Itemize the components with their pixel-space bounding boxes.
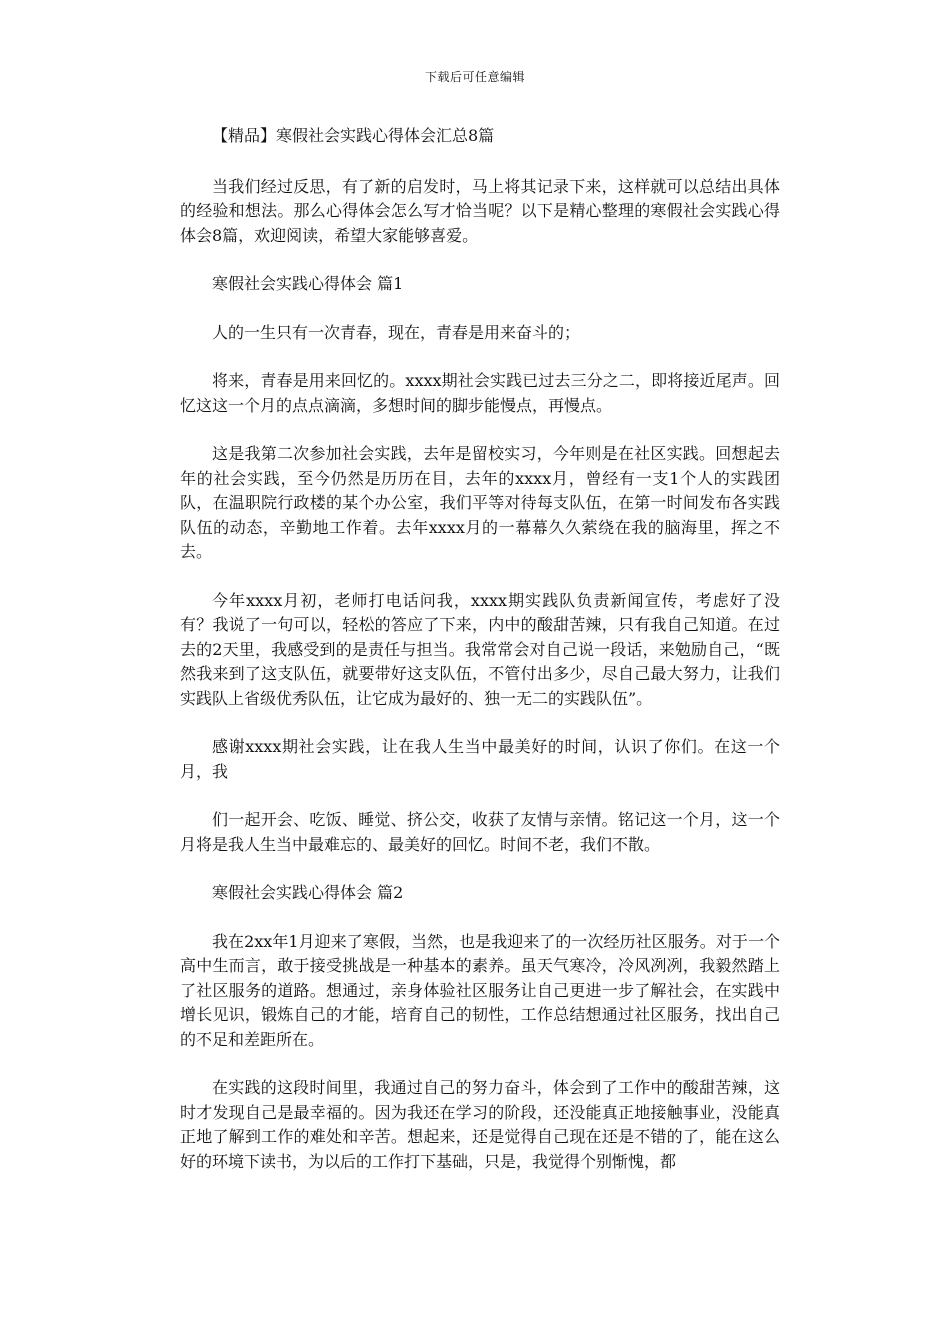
section-1-paragraph: 今年xxxx月初，老师打电话问我，xxxx期实践队负责新闻宣传，考虑好了没有？我说了一句可以，轻松的答应了下来，内中的酸甜苦辣，只有我自己知道。在过去的2天里，我感受到的是责任与担当。我常常会对自己说一段话，来勉励自己，“既然我来到了这支队伍，就要带好这支队伍，不管付出多少，尽自己最大努力，让我们实践队上省级优秀队伍，让它成为最好的、独一无二的实践队伍”。 [180, 590, 780, 708]
document-title: 【精品】寒假社会实践心得体会汇总8篇 [212, 126, 495, 145]
section-1-paragraph: 这是我第二次参加社会实践，去年是留校实习，今年则是在社区实践。回想起去年的社会实践，至今仍然是历历在目，去年的xxxx月，曾经有一支1个人的实践团队，在温职院行政楼的某个办公室，我们平等对待每支队伍，在第一时间发布各实践队伍的动态，辛勤地工作着。去年xxxx月的一幕幕久久萦绕在我的脑海里，挥之不去。 [180, 444, 780, 561]
section-1-heading: 寒假社会实践心得体会 篇1 [212, 274, 404, 293]
intro-paragraph: 当我们经过反思，有了新的启发时，马上将其记录下来，这样就可以总结出具体的经验和想法。那么心得体会怎么写才恰当呢？以下是精心整理的寒假社会实践心得体会8篇，欢迎阅读，希望大家能够喜爱。 [180, 176, 780, 245]
section-2-paragraph: 在实践的这段时间里，我通过自己的努力奋斗，体会到了工作中的酸甜苦辣，这时才发现自己是最幸福的。因为我还在学习的阶段，还没能真正地接触事业，没能真正地了解到工作的难处和辛苦。想起来，还是觉得自己现在还是不错的了，能在这么好的环境下读书，为以后的工作打下基础，只是，我觉得个别惭愧，都 [180, 1078, 780, 1171]
document-body [180, 124, 780, 1174]
section-1-paragraph: 感谢xxxx期社会实践，让在我人生当中最美好的时间，认识了你们。在这一个月，我 [180, 737, 780, 781]
section-2-paragraph: 我在2xx年1月迎来了寒假，当然，也是我迎来了的一次经历社区服务。对于一个高中生而言，敢于接受挑战是一种基本的素养。虽天气寒冷，冷风冽冽，我毅然踏上了社区服务的道路。想通过，亲身体验社区服务让自己更进一步了解社会，在实践中增长见识，锻炼自己的才能，培育自己的韧性，工作总结想通过社区服务，找出自己的不足和差距所在。 [180, 931, 780, 1049]
section-1-paragraph: 们一起开会、吃饭、睡觉、挤公交，收获了友情与亲情。铭记这一个月，这一个月将是我人生当中最难忘的、最美好的回忆。时间不老，我们不散。 [180, 810, 780, 854]
header-note: 下载后可任意编辑 [424, 70, 525, 84]
section-1-paragraph: 将来，青春是用来回忆的。xxxx期社会实践已过去三分之二，即将接近尾声。回忆这这一个月的点点滴滴，多想时间的脚步能慢点，再慢点。 [180, 371, 780, 415]
section-1-paragraph: 人的一生只有一次青春，现在，青春是用来奋斗的； [212, 322, 581, 342]
section-2-heading: 寒假社会实践心得体会 篇2 [212, 883, 404, 902]
